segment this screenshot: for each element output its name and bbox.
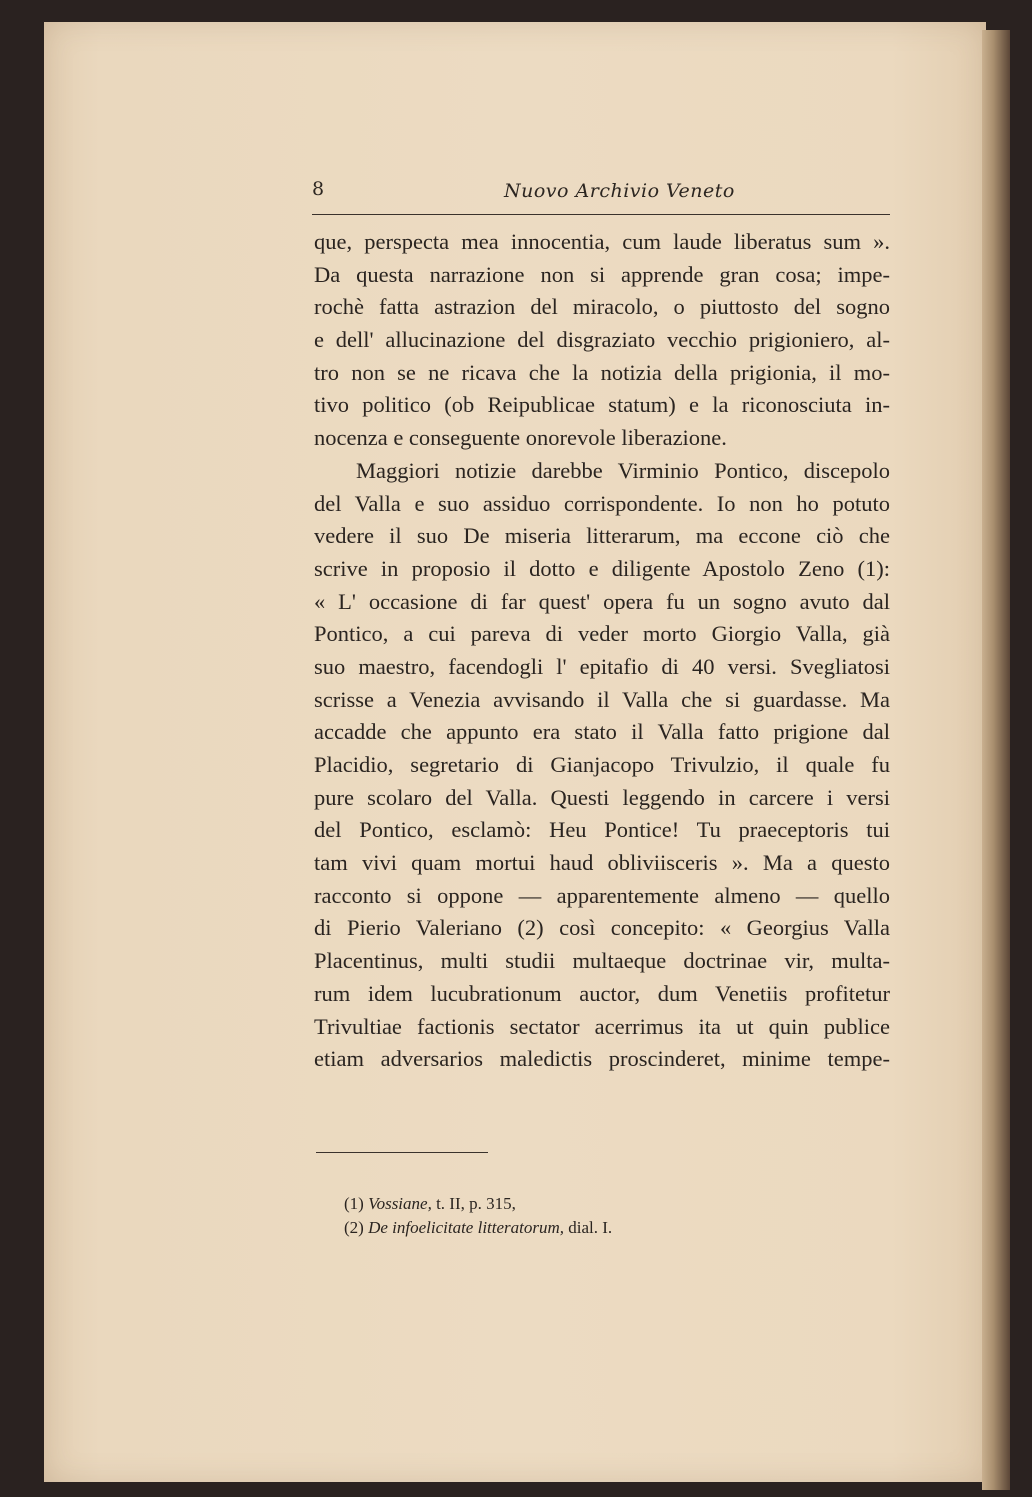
header-rule [312,214,890,215]
footnote-marker: (1) [344,1194,364,1213]
text-line: « L' occasione di far quest' opera fu un sogno avuto dal [314,588,890,614]
text-line: Da questa narrazione non si apprende gran cosa; impe- [314,261,890,287]
text-line: scrive in proposio il dotto e diligente Apostolo Zeno (1): [314,555,890,581]
journal-title: Nuovo Archivio Veneto [504,180,735,202]
footnote-2 [344,1216,612,1240]
footnote-rule [316,1152,488,1153]
text-line: di Pierio Valeriano (2) così concepito: « Georgius Valla [314,915,890,941]
text-line: scrisse a Venezia avvisando il Valla che si guardasse. Ma [314,686,890,712]
body-text [314,226,890,1076]
text-line: etiam adversarios maledictis proscinderet, minime tempe- [314,1046,890,1072]
footnote-text: t. II, p. 315, [431,1194,516,1213]
text-line: Placentinus, multi studii multaeque doctrinae vir, multa- [314,948,890,974]
text-line: Trivultiae factionis sectator acerrimus ita ut quin publice [314,1013,890,1039]
text-line: rum idem lucubrationum auctor, dum Venetiis profitetur [314,980,890,1006]
footnote-1 [344,1192,612,1216]
footnote-title: Vossiane, [368,1194,432,1213]
text-line: tro non se ne ricava che la notizia della prigionia, il mo- [314,359,890,385]
text-line: Maggiori notizie darebbe Virminio Pontico, discepolo [356,457,890,483]
text-line: pure scolaro del Valla. Questi leggendo in carcere i versi [314,784,890,810]
text-line: rochè fatta astrazion del miracolo, o piuttosto del sogno [314,294,890,320]
text-line: nocenza e conseguente onorevole liberazione. [314,425,727,451]
text-line: accadde che appunto era stato il Valla fatto prigione dal [314,719,890,745]
text-line: vedere il suo De miseria litterarum, ma eccone ciò che [314,523,890,549]
footnote-marker: (2) [344,1218,364,1237]
text-line: Placidio, segretario di Gianjacopo Trivulzio, il quale fu [314,752,890,777]
text-line: tivo politico (ob Reipublicae statum) e la riconosciuta in- [314,392,890,418]
text-line: tam vivi quam mortui haud obliviisceris ». Ma a questo [314,850,890,876]
text-line: del Pontico, esclamò: Heu Pontice! Tu praeceptoris tui [314,817,890,843]
text-line: suo maestro, facendogli l' epitafio di 40 versi. Svegliatosi [314,653,890,679]
running-head [312,178,890,208]
text-line: Pontico, a cui pareva di veder morto Giorgio Valla, già [314,621,890,647]
text-line: que, perspecta mea innocentia, cum laude liberatus sum ». [314,229,890,254]
text-line: del Valla e suo assiduo corrispondente. Io non ho potuto [314,490,890,516]
facing-page-edge [982,30,1010,1490]
text-line: e dell' allucinazione del disgraziato vecchio prigioniero, al- [314,327,890,353]
page-number: 8 [312,178,325,200]
text-line: racconto si oppone — apparentemente almeno — quello [314,882,890,908]
footnote-title: De infoelicitate litteratorum, [368,1218,565,1237]
footnotes [344,1192,612,1240]
footnote-text: dial. I. [564,1218,613,1237]
